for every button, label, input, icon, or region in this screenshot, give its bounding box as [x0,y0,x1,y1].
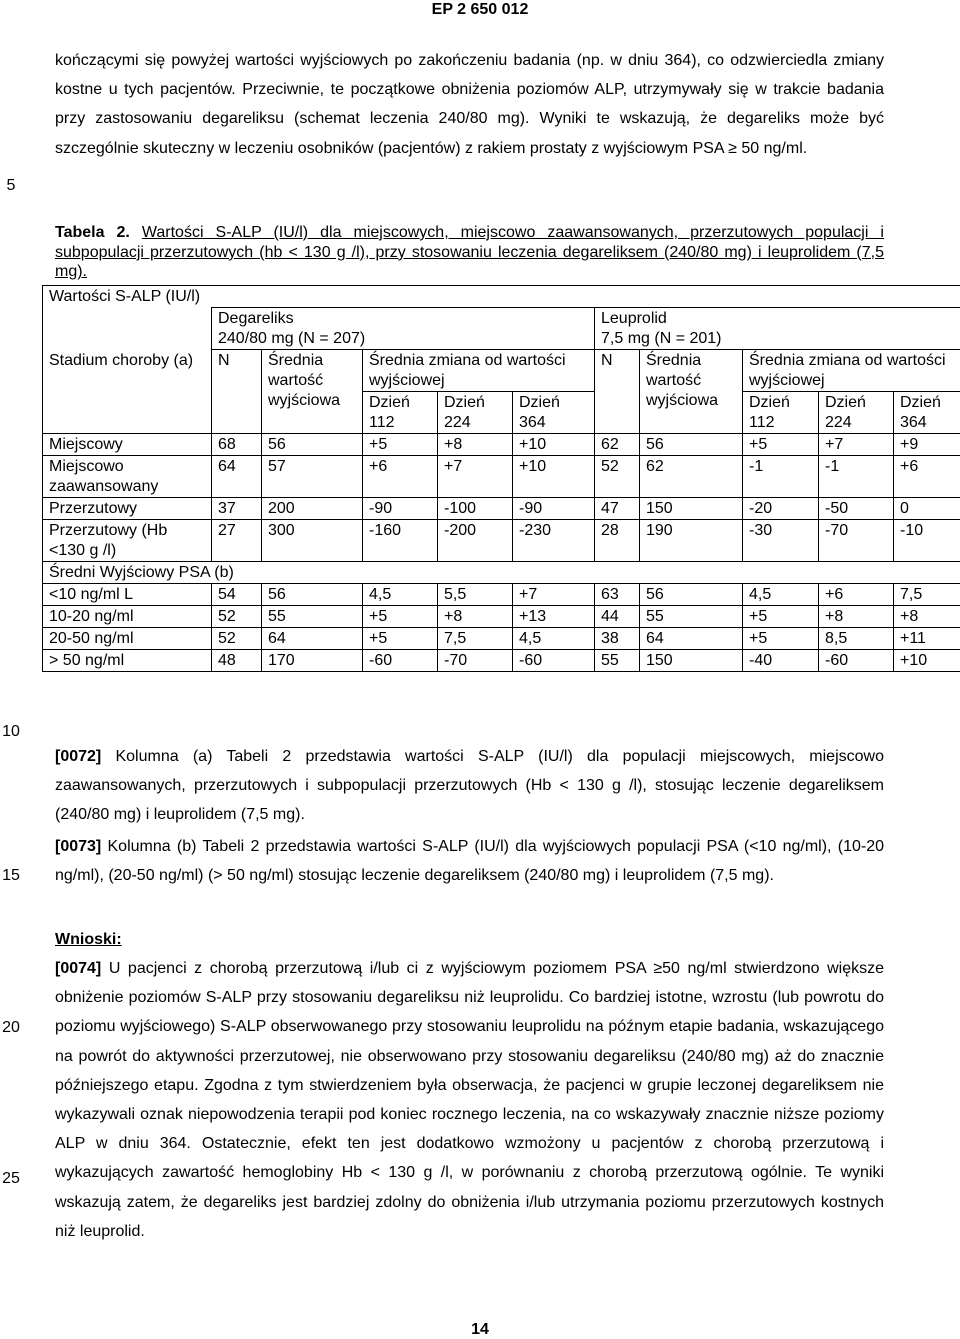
value-cell: -40 [743,650,819,672]
value-cell: 150 [640,498,743,520]
n-column-header: N [212,350,262,434]
value-cell: 55 [262,606,363,628]
leuprolide-group-header: Leuprolid 7,5 mg (N = 201) [595,308,960,350]
value-cell: 56 [262,584,363,606]
line-number: 15 [0,866,22,886]
value-cell: +5 [743,606,819,628]
value-cell: 170 [262,650,363,672]
paragraph-tag: [0072] [55,748,101,765]
paragraph-0073 [55,832,884,890]
value-cell: -60 [513,650,595,672]
value-cell: +7 [819,434,894,456]
value-cell: +11 [894,628,960,650]
value-cell: 7,5 [894,584,960,606]
table-row [43,498,960,520]
paragraph-text: Kolumna (a) Tabeli 2 przedstawia wartości S-ALP (IU/l) dla populacji miejscowych, miejscowo zaawansowanych, przerzutowych i subpopulacji przerzutowych (Hb < 130 g /l), stosując leczenie degareliksem (240/80 mg) i leuprolidem (7,5 mg). [55,748,884,823]
paragraph-0074 [55,954,884,1246]
row-label-cell: Miejscowy [43,434,212,456]
value-cell: 7,5 [438,628,513,650]
mean-change-header: Średnia zmiana od wartości wyjściowej [743,350,960,392]
value-cell: +8 [438,606,513,628]
sap-table [42,285,960,672]
value-cell: +10 [894,650,960,672]
value-cell: 300 [262,520,363,562]
value-cell: +5 [743,628,819,650]
table-row [43,628,960,650]
row-label-cell: 20-50 ng/ml [43,628,212,650]
row-label-cell: Przerzutowy [43,498,212,520]
value-cell: 8,5 [819,628,894,650]
value-cell: 47 [595,498,640,520]
mean-baseline-header: Średnia wartość wyjściowa [640,350,743,434]
day-364-header: Dzień 364 [894,392,960,434]
value-cell: +8 [894,606,960,628]
value-cell: 52 [212,606,262,628]
value-cell: -230 [513,520,595,562]
table-row [43,520,960,562]
value-cell: 44 [595,606,640,628]
row-label-cell: <10 ng/ml L [43,584,212,606]
value-cell: -60 [363,650,438,672]
value-cell: 56 [262,434,363,456]
value-cell: -160 [363,520,438,562]
value-cell: 55 [640,606,743,628]
value-cell: 64 [262,628,363,650]
value-cell: +13 [513,606,595,628]
value-cell: +6 [819,584,894,606]
value-cell: +5 [363,606,438,628]
value-cell: +6 [894,456,960,498]
value-cell: 38 [595,628,640,650]
day-224-header: Dzień 224 [438,392,513,434]
value-cell: 4,5 [363,584,438,606]
paragraph-tag: [0074] [55,960,101,977]
stage-column-header: Stadium choroby (a) [43,350,212,434]
value-cell: 0 [894,498,960,520]
sap-table-wrapper [42,285,960,672]
value-cell: -70 [819,520,894,562]
table-caption-text: Wartości S-ALP (IU/l) dla miejscowych, miejscowo zaawansowanych, przerzutowych populacji i subpopulacji przerzutowych (hb < 130 g /l), przy stosowaniu leczenia degareliksem (240/80 mg) i leuprolidem (7,5 mg). [55,224,884,280]
value-cell: 52 [595,456,640,498]
value-cell: 190 [640,520,743,562]
table-caption-label: Tabela 2. [55,224,130,241]
row-label-cell: Miejscowo zaawansowany [43,456,212,498]
value-cell: +6 [363,456,438,498]
table-row [43,434,960,456]
row-label-cell: Przerzutowy (Hb <130 g /l) [43,520,212,562]
mean-change-header: Średnia zmiana od wartości wyjściowej [363,350,595,392]
value-cell: 56 [640,584,743,606]
table-title: Wartości S-ALP (IU/l) [43,286,960,308]
value-cell: 62 [640,456,743,498]
table-row [43,456,960,498]
value-cell: -90 [363,498,438,520]
empty-cell [43,308,212,350]
value-cell: 48 [212,650,262,672]
day-364-header: Dzień 364 [513,392,595,434]
day-224-header: Dzień 224 [819,392,894,434]
intro-paragraph: kończącymi się powyżej wartości wyjściowych po zakończeniu badania (np. w dniu 364), co odzwierciedla zmiany kostne u tych pacjentów. Przeciwnie, te początkowe obniżenia poziomów ALP, utrzymywały się w trakcie badania przy zastosowaniu degareliksu (schemat leczenia 240/80 mg). Wyniki te wskazują, że degareliks może być szczególnie skuteczny w leczeniu osobników (pacjentów) z rakiem prostaty z wyjściowym PSA ≥ 50 ng/ml. [55,46,884,163]
paragraph-text: U pacjenci z chorobą przerzutową i/lub ci z wyjściowym poziomem PSA ≥50 ng/ml stwierdzono większe obniżenie poziomów S-ALP przy stosowaniu degareliksu niż leuprolidu. Co bardziej istotne, wzrostu (lub powrotu do poziomu wyjściowego) S-ALP obserwowanego przy stosowaniu leuprolidu na późnym etapie badania, wskazującego na powrót do aktywności przerzutowej, nie obserwowano przy stosowaniu degareliksu (240/80 mg) aż do znacznie późniejszego etapu. Zgodna z tym stwierdzeniem była obserwacja, że pacjenci w grupie leczonej degareliksem nie wykazywali oznak niepowodzenia terapii pod koniec rocznego leczenia, na co wskazywały znacznie niższe poziomy ALP w dniu 364. Ostatecznie, efekt ten jest dodatkowo wzmożony u pacjentów z chorobą przerzutową i wykazujących zawartość hemoglobiny Hb < 130 g /l, w porównaniu z chorobą przerzutową ogólnie. Te wyniki wskazują zatem, że degareliks jest bardziej zdolny do obniżenia i/lub utrzymania poziomu przerzutowych kostnych niż leuprolid. [55,960,884,1240]
table-caption [55,223,884,282]
value-cell: +5 [363,434,438,456]
paragraph-text: Kolumna (b) Tabeli 2 przedstawia wartości S-ALP (IU/l) dla wyjściowych populacji PSA (<10 ng/ml), (10-20 ng/ml), (20-50 ng/ml) (> 50 ng/ml) stosując leczenie degareliksem (240/80 mg) i leuprolidem (7,5 mg). [55,838,884,884]
value-cell: +10 [513,434,595,456]
value-cell: +7 [513,584,595,606]
value-cell: -1 [743,456,819,498]
value-cell: -90 [513,498,595,520]
value-cell: 52 [212,628,262,650]
value-cell: +5 [743,434,819,456]
value-cell: +8 [819,606,894,628]
value-cell: 54 [212,584,262,606]
value-cell: 63 [595,584,640,606]
value-cell: 55 [595,650,640,672]
value-cell: 27 [212,520,262,562]
paragraph-0072 [55,742,884,830]
day-112-header: Dzień 112 [363,392,438,434]
value-cell: -1 [819,456,894,498]
value-cell: -30 [743,520,819,562]
value-cell: 4,5 [513,628,595,650]
value-cell: 57 [262,456,363,498]
row-label-cell: > 50 ng/ml [43,650,212,672]
value-cell: -20 [743,498,819,520]
day-112-header: Dzień 112 [743,392,819,434]
paragraph-tag: [0073] [55,838,101,855]
value-cell: -100 [438,498,513,520]
value-cell: +10 [513,456,595,498]
table-row [43,650,960,672]
value-cell: +7 [438,456,513,498]
value-cell: 4,5 [743,584,819,606]
value-cell: 5,5 [438,584,513,606]
value-cell: 200 [262,498,363,520]
line-number: 5 [0,176,22,196]
degarelix-group-header: Degareliks 240/80 mg (N = 207) [212,308,595,350]
mean-baseline-header: Średnia wartość wyjściowa [262,350,363,434]
value-cell: 64 [212,456,262,498]
value-cell: 68 [212,434,262,456]
section-b-label: Średni Wyjściowy PSA (b) [43,562,960,584]
document-number: EP 2 650 012 [416,0,544,20]
value-cell: 64 [640,628,743,650]
value-cell: +8 [438,434,513,456]
line-number: 10 [0,722,22,742]
value-cell: -200 [438,520,513,562]
conclusions-heading: Wnioski: [55,925,122,954]
line-number: 20 [0,1018,22,1038]
value-cell: 56 [640,434,743,456]
table-row [43,584,960,606]
value-cell: -10 [894,520,960,562]
n-column-header: N [595,350,640,434]
value-cell: 37 [212,498,262,520]
value-cell: -70 [438,650,513,672]
value-cell: 150 [640,650,743,672]
table-row [43,606,960,628]
page-number: 14 [440,1321,520,1339]
line-number: 25 [0,1169,22,1189]
row-label-cell: 10-20 ng/ml [43,606,212,628]
value-cell: 28 [595,520,640,562]
value-cell: -50 [819,498,894,520]
value-cell: +5 [363,628,438,650]
value-cell: +9 [894,434,960,456]
value-cell: -60 [819,650,894,672]
value-cell: 62 [595,434,640,456]
